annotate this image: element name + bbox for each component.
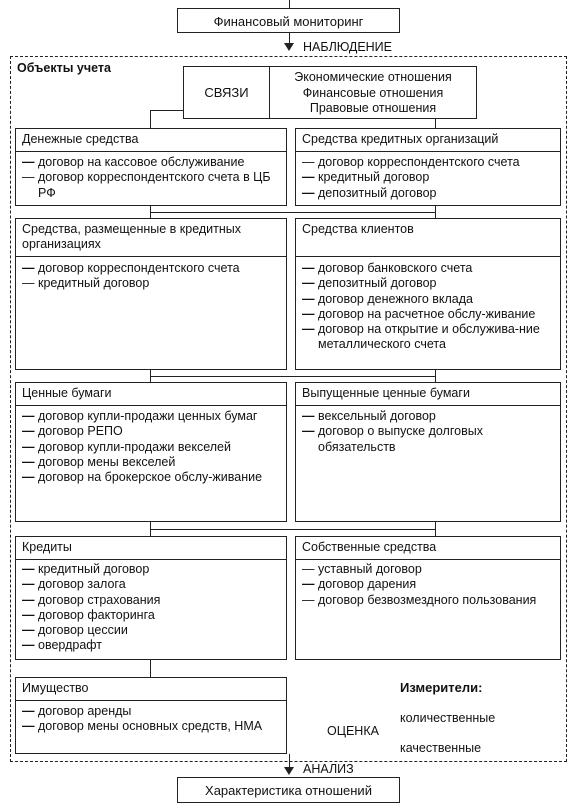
relation-legal: Правовые отношения — [309, 101, 437, 115]
list-item: — договор о выпуске долговых обязательств — [302, 424, 483, 454]
relations-characteristic-label: Характеристика отношений — [205, 783, 372, 798]
left-column-connector — [150, 110, 151, 128]
evaluation-label: ОЦЕНКА — [327, 724, 379, 738]
cross-line-1 — [150, 212, 435, 213]
securities-title: Ценные бумаги — [22, 386, 112, 400]
list-item: — договор мены основных средств, НМА — [22, 719, 263, 734]
title-separator — [296, 151, 560, 152]
credits-box — [15, 536, 287, 660]
analysis-arrow-icon — [284, 767, 294, 775]
top-connector — [289, 0, 290, 8]
list-item: — договор на кассовое обслуживание — [22, 155, 245, 169]
list-item: — договор дарения — [302, 577, 417, 592]
right-spine-1 — [435, 206, 436, 218]
dash-bullet-icon: — — [302, 170, 315, 185]
list-item: — овердрафт — [22, 638, 103, 653]
dash-bullet-icon: — — [22, 170, 35, 185]
dash-bullet-icon: — — [302, 276, 315, 291]
placed-funds-box — [15, 218, 287, 370]
issued-securities-box — [295, 382, 561, 522]
dash-bullet-icon: — — [302, 409, 315, 423]
dash-bullet-icon: — — [302, 155, 315, 169]
dash-bullet-icon: — — [302, 562, 315, 576]
dash-bullet-icon: — — [22, 704, 35, 718]
list-item: — вексельный договор — [302, 409, 436, 423]
dash-bullet-icon: — — [22, 562, 35, 576]
list-item: — депозитный договор — [302, 276, 437, 291]
list-item: — договор мены векселей — [22, 454, 176, 469]
cash-title: Денежные средства — [22, 132, 139, 146]
placed-funds-items — [22, 261, 282, 292]
list-item: — договор аренды — [22, 704, 132, 718]
left-link-line — [150, 110, 183, 111]
dash-bullet-icon: — — [22, 470, 35, 485]
dash-bullet-icon: — — [302, 261, 315, 275]
relations-characteristic-box — [177, 777, 400, 803]
list-item: — депозитный договор — [302, 185, 437, 200]
list-item: — договор цессии — [22, 623, 128, 638]
dash-bullet-icon: — — [302, 306, 315, 321]
relation-economic: Экономические отношения — [294, 70, 452, 84]
title-separator — [296, 559, 560, 560]
dash-bullet-icon: — — [22, 454, 35, 469]
cash-items — [22, 155, 282, 201]
dash-bullet-icon: — — [22, 719, 35, 734]
list-item: — договор корреспондентского счета — [302, 155, 520, 169]
list-item: — кредитный договор — [22, 276, 150, 291]
dash-bullet-icon: — — [22, 623, 35, 638]
dash-bullet-icon: — — [22, 607, 35, 622]
own-funds-box — [295, 536, 561, 660]
title-separator — [296, 256, 560, 257]
list-item: — кредитный договор — [302, 170, 430, 185]
list-item: — договор на открытие и обслужива-ние металлического счета — [302, 322, 540, 352]
credit-org-funds-title: Средства кредитных организаций — [302, 132, 499, 146]
title-separator — [16, 151, 286, 152]
dash-bullet-icon: — — [302, 185, 315, 200]
list-item: — договор страхования — [22, 592, 161, 607]
dash-bullet-icon: — — [302, 592, 315, 607]
list-item: — договор залога — [22, 577, 126, 592]
list-item: — договор факторинга — [22, 607, 155, 622]
list-item: — договор купли-продажи векселей — [22, 439, 231, 454]
observation-arrow-icon — [284, 43, 294, 51]
issued-securities-items — [302, 409, 556, 455]
analysis-label: АНАЛИЗ — [303, 762, 354, 776]
title-separator — [16, 700, 286, 701]
dash-bullet-icon: — — [22, 276, 35, 291]
list-item: — договор безвозмездного пользования — [302, 592, 537, 607]
property-items — [22, 704, 282, 735]
dash-bullet-icon: — — [302, 322, 315, 337]
financial-monitoring-label: Финансовый мониторинг — [213, 14, 364, 29]
credit-org-funds-items — [302, 155, 556, 201]
own-funds-title: Собственные средства — [302, 540, 437, 554]
dash-bullet-icon: — — [22, 577, 35, 592]
dash-bullet-icon: — — [22, 424, 35, 439]
title-separator — [16, 405, 286, 406]
analysis-line — [289, 754, 290, 767]
right-spine-2 — [435, 370, 436, 382]
left-spine-4 — [150, 660, 151, 677]
dash-bullet-icon: — — [22, 638, 35, 653]
dash-bullet-icon: — — [302, 577, 315, 592]
list-item: — кредитный договор — [22, 562, 150, 576]
list-item: — договор купли-продажи ценных бумаг — [22, 409, 258, 423]
right-spine-3 — [435, 522, 436, 536]
list-item: — договор на расчетное обслу-живание — [302, 306, 536, 321]
dash-bullet-icon: — — [22, 155, 35, 169]
dash-bullet-icon: — — [22, 261, 35, 275]
securities-box — [15, 382, 287, 522]
frame-title: Объекты учета — [17, 61, 111, 75]
credits-items — [22, 562, 282, 654]
list-item: — договор корреспондентского счета — [22, 261, 240, 275]
observation-label: НАБЛЮДЕНИЕ — [303, 40, 393, 54]
dash-bullet-icon: — — [22, 592, 35, 607]
own-funds-items — [302, 562, 556, 608]
dash-bullet-icon: — — [22, 439, 35, 454]
property-box — [15, 677, 287, 754]
list-item: — договор РЕПО — [22, 424, 123, 439]
placed-funds-title: Средства, размещенные в кредитных организациях — [22, 222, 242, 251]
dash-bullet-icon: — — [302, 291, 315, 306]
dash-bullet-icon: — — [302, 424, 315, 439]
property-title: Имущество — [22, 681, 89, 695]
list-item: — договор банковского счета — [302, 261, 473, 275]
financial-monitoring-box — [177, 8, 400, 33]
list-item: — уставный договор — [302, 562, 422, 576]
cross-line-3 — [150, 529, 435, 530]
client-funds-title: Средства клиентов — [302, 222, 414, 236]
cross-line-2 — [150, 376, 435, 377]
relations-list — [270, 70, 476, 117]
title-separator — [296, 405, 560, 406]
title-separator — [16, 256, 286, 257]
observation-line — [289, 33, 290, 43]
client-funds-box — [295, 218, 561, 370]
cash-box — [15, 128, 287, 206]
quantitative-label: количественные — [400, 711, 496, 725]
client-funds-items — [302, 261, 556, 353]
issued-securities-title: Выпущенные ценные бумаги — [302, 386, 470, 400]
links-label: СВЯЗИ — [204, 85, 249, 100]
dash-bullet-icon: — — [22, 409, 35, 423]
title-separator — [16, 559, 286, 560]
list-item: — договор на брокерское обслу-живание — [22, 470, 263, 485]
securities-items — [22, 409, 282, 485]
measures-title: Измерители: — [400, 680, 483, 695]
list-item: — договор денежного вклада — [302, 291, 473, 306]
list-item: — договор корреспондентского счета в ЦБ РФ — [22, 170, 271, 200]
links-box — [183, 66, 477, 119]
credits-title: Кредиты — [22, 540, 72, 554]
qualitative-label: качественные — [400, 741, 482, 755]
credit-org-funds-box — [295, 128, 561, 206]
relation-financial: Финансовые отношения — [302, 85, 444, 100]
right-column-connector — [435, 119, 436, 128]
